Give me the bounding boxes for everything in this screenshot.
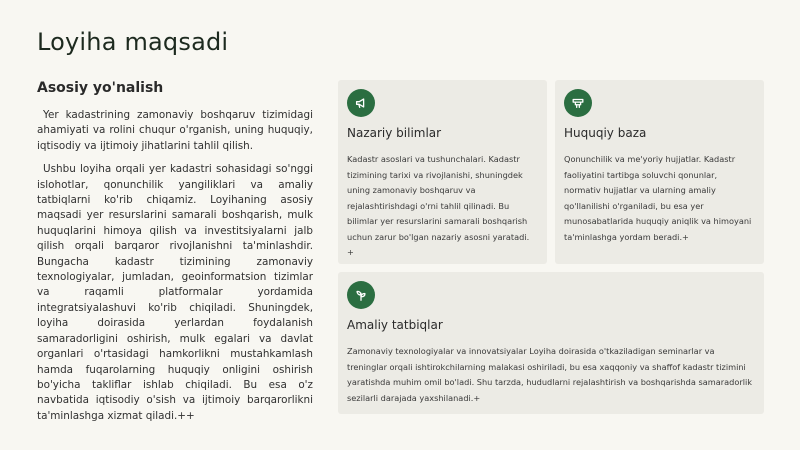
section-subtitle: Asosiy yo'nalish [37, 80, 164, 96]
main-text-section [37, 80, 313, 432]
card-text: Zamonaviy texnologiyalar va innovatsiyalar Loyiha doirasida o'tkaziladigan seminarlar va treninglar orqali ishtirokchilarning malakasi oshiriladi, bu esa xaqqoniy va shaffof kadastr tizimini yaratishda muhim omil bo'ladi. Shu tarzda, hududlarni rejalashtirish va boshqarishda samaradorlik sezilarli darajada yaxshilanadi.+ [347, 346, 753, 403]
card-title: Nazariy bilimlar [347, 126, 442, 140]
card-title: Amaliy tatbiqlar [347, 318, 443, 332]
page-title: Loyiha maqsadi [37, 28, 229, 56]
card-legal-base [555, 80, 764, 264]
card-title: Huquqiy baza [564, 126, 647, 140]
gavel-icon [564, 89, 592, 117]
intro-paragraph: Yer kadastrining zamonaviy boshqaruv tizimidagi ahamiyati va rolini chuqur o'rganish, uning huquqiy, iqtisodiy va ijtimoiy jihatlarini tahlil qilish. [37, 109, 313, 152]
megaphone-icon [347, 89, 375, 117]
card-text: Qonunchilik va me'yoriy hujjatlar. Kadastr faoliyatini tartibga soluvchi qonunlar, normativ hujjatlar va ularning amaliy qo'llanilishi o'rganiladi, bu esa yer munosabatlarida huquqiy aniqlik va himoyani ta'minlashga yordam beradi.+ [564, 154, 752, 242]
card-practical-applications [338, 272, 764, 414]
body-paragraph: Ushbu loyiha orqali yer kadastri sohasidagi so'nggi islohotlar, qonunchilik yangiliklari va amaliy tatbiqlarni ko'rib chiqamiz. Loyihaning asosiy maqsadi yer resurslarini samarali boshqarish, mulk huquqlarini himoya qilish va investitsiyalarni jalb qilish orqali barqaror rivojlanishni ta'minlashdir. Bungacha kadastr tizimining zamonaviy texnologiyalar, jumladan, geoinformatsion tizimlar va raqamli platformalar yordamida integratsiyalashuvi ko'rib chiqiladi. Shuningdek, loyiha doirasida yerlardan foydalanish samaradorligini oshirish, mulk egalari va davlat organlari o'rtasidagi hamkorlikni mustahkamlash hamda fuqarolarning huquqiy onligini oshirish bo'yicha takliflar ishlab chiqiladi. Bu esa o'z navbatida iqtisodiy o'sish va ijtimoiy barqarorlikni ta'minlashga xizmat qiladi.++ [37, 163, 313, 422]
card-theoretical-knowledge [338, 80, 547, 264]
plant-icon [347, 281, 375, 309]
card-text: Kadastr asoslari va tushunchalari. Kadastr tizimining tarixi va rivojlanishi, shuningdek uning zamonaviy boshqaruv va rejalashtirishdagi o'rni tahlil qilinadi. Bu bilimlar yer resurslarini samarali boshqarish uchun zarur bo'lgan nazariy asosni yaratadi. + [347, 154, 530, 257]
